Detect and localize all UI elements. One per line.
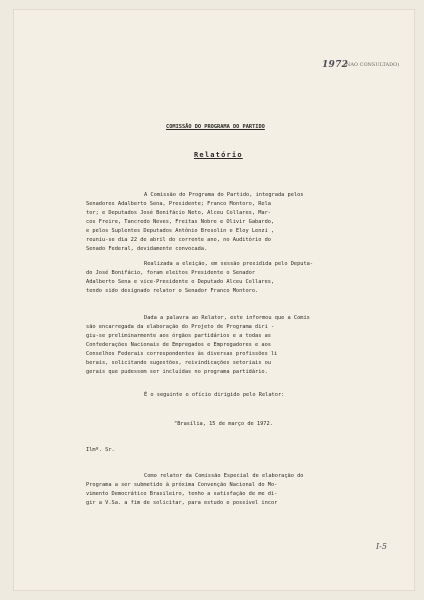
paragraph-line: Senado Federal, devidamente convocada. xyxy=(86,246,208,252)
paragraph-line: vimento Democrático Brasileiro, tenho a satisfação de me di- xyxy=(86,491,278,497)
paragraph-rapporteur xyxy=(86,316,310,379)
letter-salutation xyxy=(86,448,115,457)
paragraph-line: "Brasília, 15 de março de 1972. xyxy=(174,421,273,427)
paragraph-line: É o seguinte o ofício dirigido pelo Relator: xyxy=(144,392,285,398)
paragraph-line: Como relator da Comissão Especial de elaboração do xyxy=(144,473,304,479)
document-page xyxy=(14,10,414,590)
paragraph-line: Conselhos Federais correspondentes às diversas profissões li xyxy=(86,351,278,357)
page-number-mark: I-5 xyxy=(376,542,387,551)
paragraph-line: cos Freire, Tancredo Neves, Freitas Nobre e Olivir Gabardo, xyxy=(86,219,275,225)
paragraph-line: giu-se preliminarmente aos órgãos partidários e a todas as xyxy=(86,333,271,339)
report-title: Relatório xyxy=(194,151,243,159)
paragraph-line: gerais que pudessem ser incluídas no programa partidário. xyxy=(86,369,268,375)
paragraph-line: Confederações Nacionais de Empregados e Empregadores e aos xyxy=(86,342,271,348)
paragraph-line: berais, solicitando sugestões, reivindicações setoriais ou xyxy=(86,360,271,366)
paragraph-line: tor; e Deputados José Bonifácio Neto, Alceu Collares, Mar- xyxy=(86,210,271,216)
paragraph-line: e pelos Suplentes Deputados Antônio Bresolin e Eloy Lenzi , xyxy=(86,228,275,234)
paragraph-line: Programa a ser submetido à próxima Convenção Nacional do Mo- xyxy=(86,482,278,488)
handwritten-year: 1972 xyxy=(322,60,349,70)
paragraph-line: Dada a palavra ao Relator, este informou que a Comis xyxy=(144,315,310,321)
letter-date xyxy=(174,422,273,431)
paragraph-line: Ilmº. Sr. xyxy=(86,447,115,453)
paragraph-line: reuniu-se dia 22 de abril do corrente ano, no Auditório do xyxy=(86,237,271,243)
section-title: COMISSÃO DO PROGRAMA DO PARTIDO xyxy=(166,124,265,130)
paragraph-election xyxy=(86,262,313,298)
paragraph-line: Realizada a eleição, em sessão presidida pelo Deputa- xyxy=(144,261,314,267)
paragraph-line: tendo sido designado relator o Senador Franco Montoro. xyxy=(86,288,259,294)
paragraph-line: são encarregada da elaboração do Projeto de Programa diri - xyxy=(86,324,275,330)
paragraph-line: do José Bonifácio, foram eleitos Presidente o Senador xyxy=(86,270,256,276)
paragraph-line: Senadores Adalberto Sena, Presidente; Franco Montoro, Rela xyxy=(86,201,271,207)
paragraph-commission xyxy=(86,193,303,256)
paragraph-letter-intro xyxy=(144,393,284,402)
handwritten-note: (NAO CONSULTADO) xyxy=(344,62,400,68)
paragraph-line: Adalberto Sena e vice-Presidente o Deputado Alceu Collares, xyxy=(86,279,275,285)
paragraph-line: A Comissão do Programa do Partido, integrada pelos xyxy=(144,192,304,198)
letter-body xyxy=(86,474,303,510)
paragraph-line: gir a V.Sa. a fim de solicitar, para estudo e possível incor xyxy=(86,500,278,506)
